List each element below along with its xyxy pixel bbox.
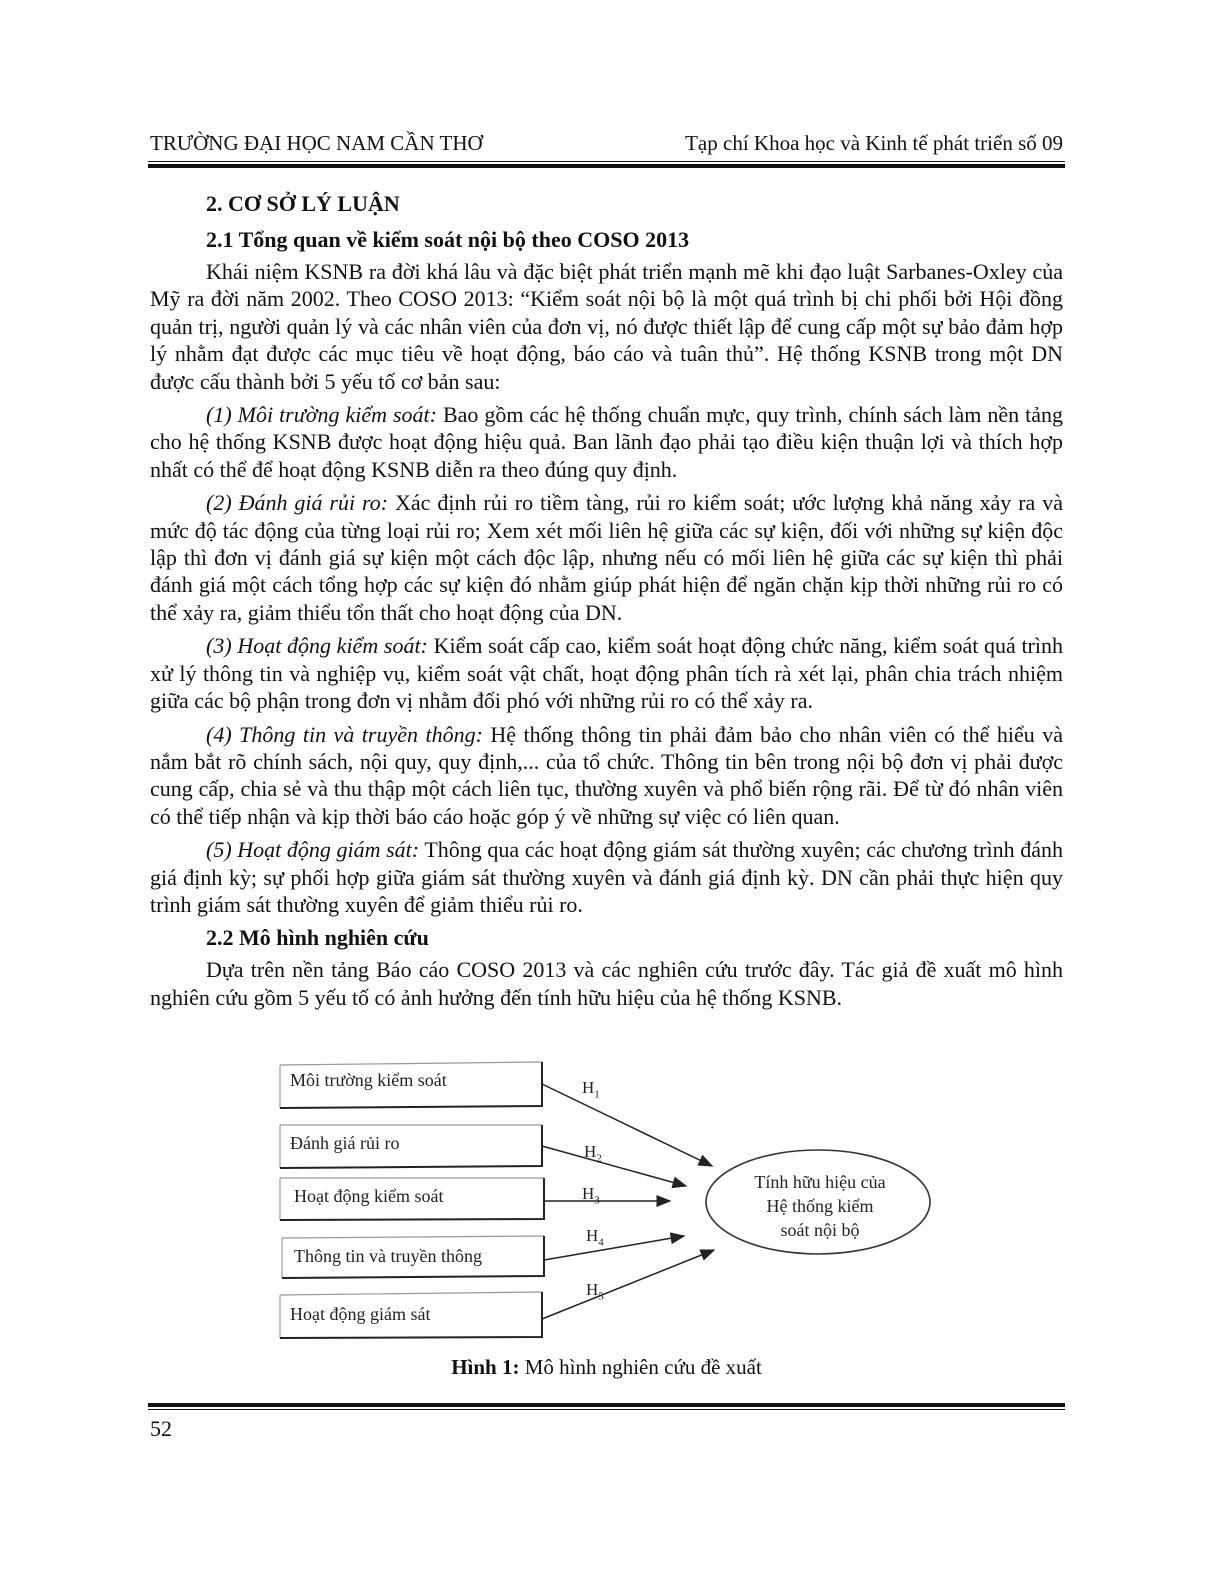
arrow-h4 xyxy=(544,1236,684,1260)
item-label-1: (1) Môi trường kiểm soát: xyxy=(206,402,437,428)
item-label-2: (2) Đánh giá rủi ro: xyxy=(206,490,389,516)
target-label xyxy=(700,1170,940,1242)
page-number: 52 xyxy=(150,1416,172,1441)
hypothesis-label-3: $H_3$ xyxy=(582,1184,600,1207)
item-paragraph-2 xyxy=(150,489,1063,626)
hypothesis-label-2: $H_2$ xyxy=(584,1142,602,1165)
arrow-h2 xyxy=(542,1146,686,1186)
factor-label-5: Hoạt động giám sát xyxy=(290,1304,431,1324)
caption-text: Mô hình nghiên cứu đề xuất xyxy=(519,1355,762,1379)
hypothesis-label-1: $H_1$ xyxy=(582,1078,600,1101)
item-paragraph-5 xyxy=(150,836,1063,918)
item-label-5: (5) Hoạt động giám sát: xyxy=(206,837,420,863)
subsection-title-2-1: 2.1 Tổng quan về kiểm soát nội bộ theo COSO 2013 xyxy=(206,227,690,252)
item-label-4: (4) Thông tin và truyền thông: xyxy=(206,721,483,747)
factor-label-4: Thông tin và truyền thông xyxy=(294,1246,482,1266)
item-text-4: Hệ thống thông tin phải đảm bảo cho nhân viên có thể hiểu và nắm bắt rõ chính sách, nội quy, quy định,... của tổ chức. Thông tin bên trong nội bộ đơn vị phải được cung cấp, chia sẻ và thu thập một cách liên tục, thường xuyên và phổ biến rộng rãi. Để từ đó nhân viên có thể tiếp nhận và kịp thời báo cáo hoặc góp ý về những sự việc có liên quan. xyxy=(150,721,1063,829)
header-rule xyxy=(148,161,1065,168)
item-label-3: (3) Hoạt động kiểm soát: xyxy=(206,633,428,659)
factor-label-2: Đánh giá rủi ro xyxy=(290,1133,400,1153)
target-line-1: Tính hữu hiệu của xyxy=(754,1172,886,1192)
footer-rule xyxy=(148,1403,1065,1410)
section-title: 2. CƠ SỞ LÝ LUẬN xyxy=(206,191,400,216)
item-paragraph-3 xyxy=(150,632,1063,714)
subsection-title-2-2: 2.2 Mô hình nghiên cứu xyxy=(206,925,429,951)
intro-paragraph: Khái niệm KSNB ra đời khá lâu và đặc biệt phát triển mạnh mẽ khi đạo luật Sarbanes-Oxley của Mỹ ra đời năm 2002. Theo COSO 2013: “Kiểm soát nội bộ là một quá trình bị chi phối bởi Hội đồng quản trị, người quản lý và các nhân viên của đơn vị, nó được thiết lập để cung cấp một sự bảo đảm hợp lý nhằm đạt được các mục tiêu về hoạt động, báo cáo và tuân thủ”. Hệ thống KSNB trong một DN được cấu thành bởi 5 yếu tố cơ bản sau: xyxy=(150,259,1063,394)
header-journal: Tạp chí Khoa học và Kinh tế phát triển số 09 xyxy=(685,131,1063,155)
factor-label-1: Môi trường kiểm soát xyxy=(290,1070,447,1090)
target-line-3: soát nội bộ xyxy=(780,1220,860,1240)
item-paragraph-4 xyxy=(150,721,1063,831)
caption-label: Hình 1: xyxy=(451,1355,520,1379)
hypothesis-label-4: $H_4$ xyxy=(586,1226,604,1249)
factor-label-3: Hoạt động kiểm soát xyxy=(294,1186,444,1206)
model-paragraph: Dựa trên nền tảng Báo cáo COSO 2013 và các nghiên cứu trước đây. Tác giả đề xuất mô hình nghiên cứu gồm 5 yếu tố có ảnh hưởng đến tính hữu hiệu của hệ thống KSNB. xyxy=(150,957,1063,1010)
item-text-2: Xác định rủi ro tiềm tàng, rủi ro kiểm soát; ước lượng khả năng xảy ra và mức độ tác động của từng loại rủi ro; Xem xét mối liên hệ giữa các sự kiện, đối với những sự kiện độc lập thì đơn vị đánh giá sự kiện một cách độc lập, nhưng nếu có mối liên hệ giữa các sự kiện thì phải đánh giá một cách tổng hợp các sự kiện đó nhằm giúp phát hiện để ngăn chặn kịp thời những rủi ro có thể xảy ra, giảm thiểu tổn thất cho hoạt động của DN. xyxy=(150,490,1063,625)
article-body xyxy=(150,188,1063,1011)
running-header xyxy=(150,130,1063,156)
item-paragraph-1 xyxy=(150,401,1063,483)
figure-caption xyxy=(150,1355,1063,1380)
item-text-3: Kiểm soát cấp cao, kiểm soát hoạt động chức năng, kiểm soát quá trình xử lý thông tin và nghiệp vụ, kiểm soát vật chất, hoạt động phân tích rà xét lại, phân chia trách nhiệm giữa các bộ phận trong đơn vị nhằm đối phó với những rủi ro có thể xảy ra. xyxy=(150,633,1063,714)
header-institution: TRƯỜNG ĐẠI HỌC NAM CẦN THƠ xyxy=(150,131,483,155)
item-text-1: Bao gồm các hệ thống chuẩn mực, quy trình, chính sách làm nền tảng cho hệ thống KSNB được hoạt động hiệu quả. Ban lãnh đạo phải tạo điều kiện thuận lợi và thích hợp nhất có thể để hoạt động KSNB diễn ra theo đúng quy định. xyxy=(150,402,1063,482)
arrow-h5 xyxy=(542,1250,714,1319)
research-model-figure xyxy=(270,1060,950,1350)
target-line-2: Hệ thống kiểm xyxy=(766,1196,874,1216)
item-text-5: Thông qua các hoạt động giám sát thường xuyên; các chương trình đánh giá định kỳ; sự phối hợp giữa giám sát thường xuyên và đánh giá định kỳ. DN cần phải thực hiện quy trình giám sát thường xuyên để giảm thiểu rủi ro. xyxy=(150,837,1064,917)
hypothesis-label-5: $H_5$ xyxy=(586,1280,604,1303)
